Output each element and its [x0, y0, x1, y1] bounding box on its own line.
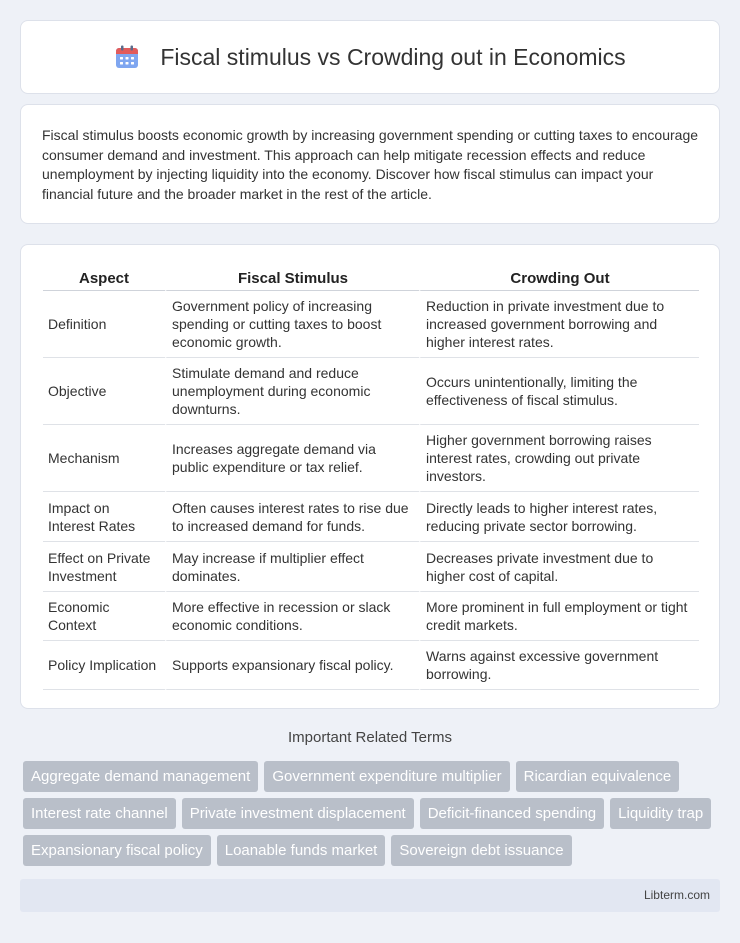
related-term-tag[interactable]: Liquidity trap	[610, 798, 711, 829]
comparison-table	[43, 265, 699, 690]
related-term-tag[interactable]: Government expenditure multiplier	[264, 761, 509, 792]
row-fiscal-stimulus: Stimulate demand and reduce unemployment during economic downturns.	[165, 358, 419, 425]
related-term-tag[interactable]: Interest rate channel	[23, 798, 176, 829]
table-row	[43, 542, 699, 592]
calendar-icon	[114, 44, 140, 70]
header-crowding-out: Crowding Out	[419, 265, 699, 291]
comparison-card	[20, 244, 720, 709]
row-crowding-out: Higher government borrowing raises interest rates, crowding out private investors.	[419, 425, 699, 492]
row-crowding-out: Warns against excessive government borrowing.	[419, 641, 699, 690]
row-aspect: Mechanism	[43, 425, 165, 492]
row-crowding-out: Occurs unintentionally, limiting the effectiveness of fiscal stimulus.	[419, 358, 699, 425]
footer-site-link[interactable]: Libterm.com	[643, 888, 710, 902]
related-terms-title: Important Related Terms	[288, 729, 452, 746]
table-row	[43, 592, 699, 641]
row-fiscal-stimulus: More effective in recession or slack economic conditions.	[165, 592, 419, 641]
intro-card	[20, 104, 720, 224]
row-crowding-out: Decreases private investment due to higher cost of capital.	[419, 542, 699, 592]
header-aspect: Aspect	[43, 265, 165, 291]
related-term-tag[interactable]: Expansionary fiscal policy	[23, 835, 211, 866]
row-fiscal-stimulus: Often causes interest rates to rise due to increased demand for funds.	[165, 492, 419, 542]
row-crowding-out: Reduction in private investment due to increased government borrowing and higher interest rates.	[419, 291, 699, 358]
table-header-row	[43, 265, 699, 291]
related-term-tag[interactable]: Sovereign debt issuance	[391, 835, 571, 866]
header-card	[20, 20, 720, 94]
row-aspect: Objective	[43, 358, 165, 425]
related-term-tag[interactable]: Deficit-financed spending	[420, 798, 604, 829]
table-row	[43, 358, 699, 425]
row-aspect: Economic Context	[43, 592, 165, 641]
table-row	[43, 425, 699, 492]
row-fiscal-stimulus: Increases aggregate demand via public expenditure or tax relief.	[165, 425, 419, 492]
related-term-tag[interactable]: Loanable funds market	[217, 835, 386, 866]
footer	[20, 879, 720, 912]
page-title: Fiscal stimulus vs Crowding out in Economics	[160, 43, 626, 70]
row-aspect: Definition	[43, 291, 165, 358]
related-term-tag[interactable]: Aggregate demand management	[23, 761, 258, 792]
intro-text: Fiscal stimulus boosts economic growth by increasing government spending or cutting taxes to encourage consumer demand and investment. This approach can help mitigate recession effects and reduce unemployment by injecting liquidity into the economy. Discover how fiscal stimulus can impact your financial future and the broader market in the rest of the article.	[42, 127, 699, 202]
row-crowding-out: Directly leads to higher interest rates, reducing private sector borrowing.	[419, 492, 699, 542]
row-crowding-out: More prominent in full employment or tight credit markets.	[419, 592, 699, 641]
row-aspect: Policy Implication	[43, 641, 165, 690]
related-term-tag[interactable]: Private investment displacement	[182, 798, 414, 829]
related-term-tag[interactable]: Ricardian equivalence	[516, 761, 680, 792]
row-fiscal-stimulus: Government policy of increasing spending or cutting taxes to boost economic growth.	[165, 291, 419, 358]
table-row	[43, 641, 699, 690]
table-row	[43, 291, 699, 358]
row-fiscal-stimulus: May increase if multiplier effect dominates.	[165, 542, 419, 592]
row-fiscal-stimulus: Supports expansionary fiscal policy.	[165, 641, 419, 690]
related-terms-list	[23, 761, 723, 866]
row-aspect: Impact on Interest Rates	[43, 492, 165, 542]
header-fiscal-stimulus: Fiscal Stimulus	[165, 265, 419, 291]
row-aspect: Effect on Private Investment	[43, 542, 165, 592]
table-row	[43, 492, 699, 542]
